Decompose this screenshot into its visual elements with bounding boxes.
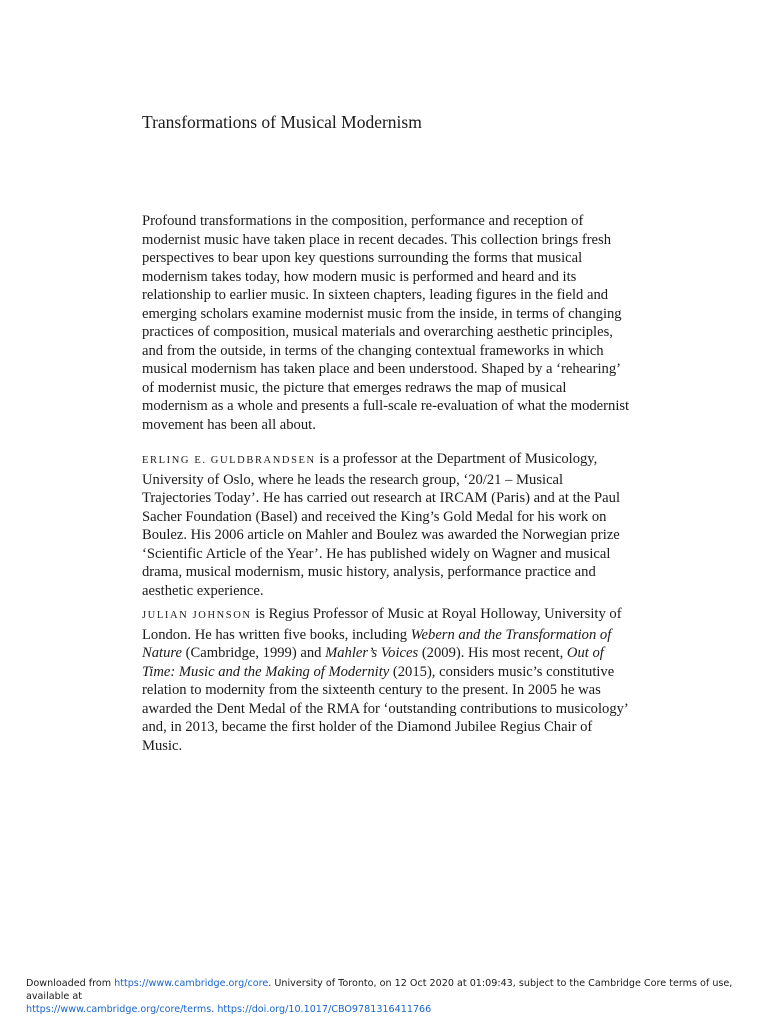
footer-text: . [211,1004,218,1015]
cambridge-core-link[interactable]: https://www.cambridge.org/core [114,978,269,989]
author-bio-text: (2015), considers music’s constitutive relation to modernity from the sixteenth century to the present. In 2005 he was awarded the Dent Medal of the RMA for ‘outstanding contributions to musicology’ and, in 2013, became the first holder of the Diamond Jubilee Regius Chair of Music. [142,663,628,754]
doi-link[interactable]: https://doi.org/10.1017/CBO9781316411766 [217,1004,432,1015]
author-bio-johnson [142,605,632,755]
book-title-italic: Out of Time: Music and the Making of Modernity [142,645,604,680]
author-bio-text: (Cambridge, 1999) and [182,645,326,661]
book-title: Transformations of Musical Modernism [142,112,422,132]
book-title-italic: Mahler’s Voices [325,645,419,661]
download-footer [26,977,746,1016]
book-title-italic: Webern and the Transformation of Nature [142,626,612,661]
footer-text: Downloaded from [26,978,115,989]
footer-text: . University of Toronto, on 12 Oct 2020 at 01:09:43, subject to the Cambridge Core terms of use, available at [26,978,733,1002]
book-description: Profound transformations in the composition, performance and reception of modernist music have taken place in recent decades. This collection brings fresh perspectives to bear upon key questions surrounding the forms that musical modernism takes today, how modern music is performed and heard and its relationship to earlier music. In sixteen chapters, leading figures in the field and emerging scholars examine modernist music from the inside, in terms of changing practices of composition, musical materials and overarching aesthetic principles, and from the outside, in terms of the changing contextual frameworks in which musical modernism has taken place and been understood. Shaped by a ‘rehearing’ of modernist music, the picture that emerges redraws the map of musical modernism as a whole and presents a full-scale re-evaluation of what the modernist movement has been all about. [142,213,630,433]
author-name: ERLING E. GULDBRANDSEN [142,455,316,466]
author-bio-text: (2009). His most recent, [418,645,567,661]
cambridge-terms-link[interactable]: https://www.cambridge.org/core/terms [26,1004,212,1015]
author-bio-guldbrandsen [142,450,632,600]
author-bio-text: is Regius Professor of Music at Royal Holloway, University of London. He has written five books, including [142,606,622,643]
author-bio-text: is a professor at the Department of Musicology, University of Oslo, where he leads the research group, ‘20/21 – Musical Trajectories Today’. He has carried out research at IRCAM (Paris) and at the Paul Sacher Foundation (Basel) and received the King’s Gold Medal for his work on Boulez. His 2006 article on Mahler and Boulez was awarded the Norwegian prize ‘Scientific Article of the Year’. He has published widely on Wagner and musical drama, musical modernism, music history, analysis, performance practice and aesthetic experience. [142,451,620,599]
author-name: JULIAN JOHNSON [142,610,252,621]
